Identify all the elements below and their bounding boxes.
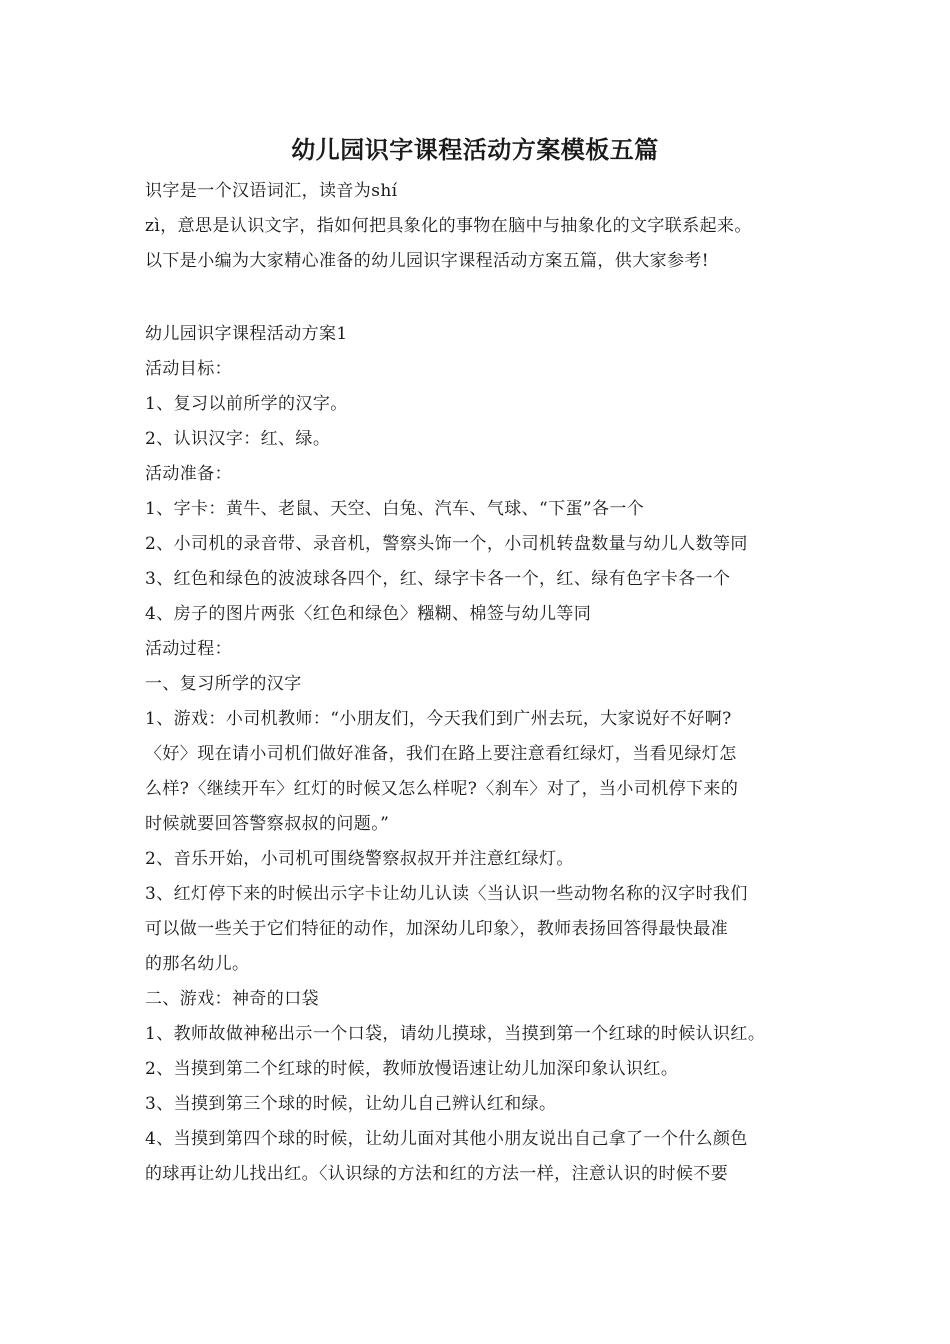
section-heading: 幼儿园识字课程活动方案1 — [145, 324, 348, 344]
body-line: 2、音乐开始，小司机可围绕警察叔叔开并注意红绿灯。 — [145, 849, 574, 869]
paragraph-gap — [145, 285, 835, 323]
body-line: 一、复习所学的汉字 — [145, 674, 302, 694]
body-line: 么样?〈继续开车〉红灯的时候又怎么样呢?〈刹车〉对了，当小司机停下来的 — [145, 779, 739, 799]
intro-line: 以下是小编为大家精心准备的幼儿园识字课程活动方案五篇，供大家参考! — [145, 251, 710, 271]
body-line: 时候就要回答警察叔叔的问题。” — [145, 814, 390, 834]
body-line: 2、当摸到第二个红球的时候，教师放慢语速让幼儿加深印象认识红。 — [145, 1059, 679, 1079]
intro-line: 识字是一个汉语词汇，读音为shí — [145, 181, 398, 201]
document-title: 幼儿园识字课程活动方案模板五篇 — [291, 135, 659, 164]
body-line: 2、认识汉字：红、绿。 — [145, 429, 331, 449]
body-line: 1、字卡：黄牛、老鼠、天空、白兔、汽车、气球、“下蛋”各一个 — [145, 499, 645, 519]
body-line: 〈好〉现在请小司机们做好准备，我们在路上要注意看红绿灯，当看见绿灯怎 — [145, 744, 737, 764]
document-body — [145, 180, 835, 1198]
body-line: 4、房子的图片两张〈红色和绿色〉糨糊、棉签与幼儿等同 — [145, 604, 592, 624]
body-line: 1、教师故做神秘出示一个口袋，请幼儿摸球，当摸到第一个红球的时候认识红。 — [145, 1024, 766, 1044]
body-line: 3、红色和绿色的波波球各四个，红、绿字卡各一个，红、绿有色字卡各一个 — [145, 569, 731, 589]
body-line: 2、小司机的录音带、录音机，警察头饰一个，小司机转盘数量与幼儿人数等同 — [145, 534, 748, 554]
body-line: 二、游戏：神奇的口袋 — [145, 989, 319, 1009]
body-line: 的那名幼儿。 — [145, 954, 250, 974]
body-line: 的球再让幼儿找出红。〈认识绿的方法和红的方法一样，注意认识的时候不要 — [145, 1164, 729, 1184]
intro-line: zì，意思是认识文字，指如何把具象化的事物在脑中与抽象化的文字联系起来。 — [145, 216, 752, 236]
body-line: 3、红灯停下来的时候出示字卡让幼儿认读〈当认识一些动物名称的汉字时我们 — [145, 884, 748, 904]
body-line: 1、游戏：小司机教师：“小朋友们，今天我们到广州去玩，大家说好不好啊? — [145, 709, 732, 729]
body-line: 4、当摸到第四个球的时候，让幼儿面对其他小朋友说出自己拿了一个什么颜色 — [145, 1129, 748, 1149]
body-line: 活动准备： — [145, 464, 232, 484]
body-line: 可以做一些关于它们特征的动作，加深幼儿印象〉，教师表扬回答得最快最准 — [145, 919, 729, 939]
body-line: 3、当摸到第三个球的时候，让幼儿自己辨认红和绿。 — [145, 1094, 557, 1114]
body-line: 1、复习以前所学的汉字。 — [145, 394, 348, 414]
body-line: 活动过程： — [145, 639, 232, 659]
body-line: 活动目标： — [145, 359, 232, 379]
